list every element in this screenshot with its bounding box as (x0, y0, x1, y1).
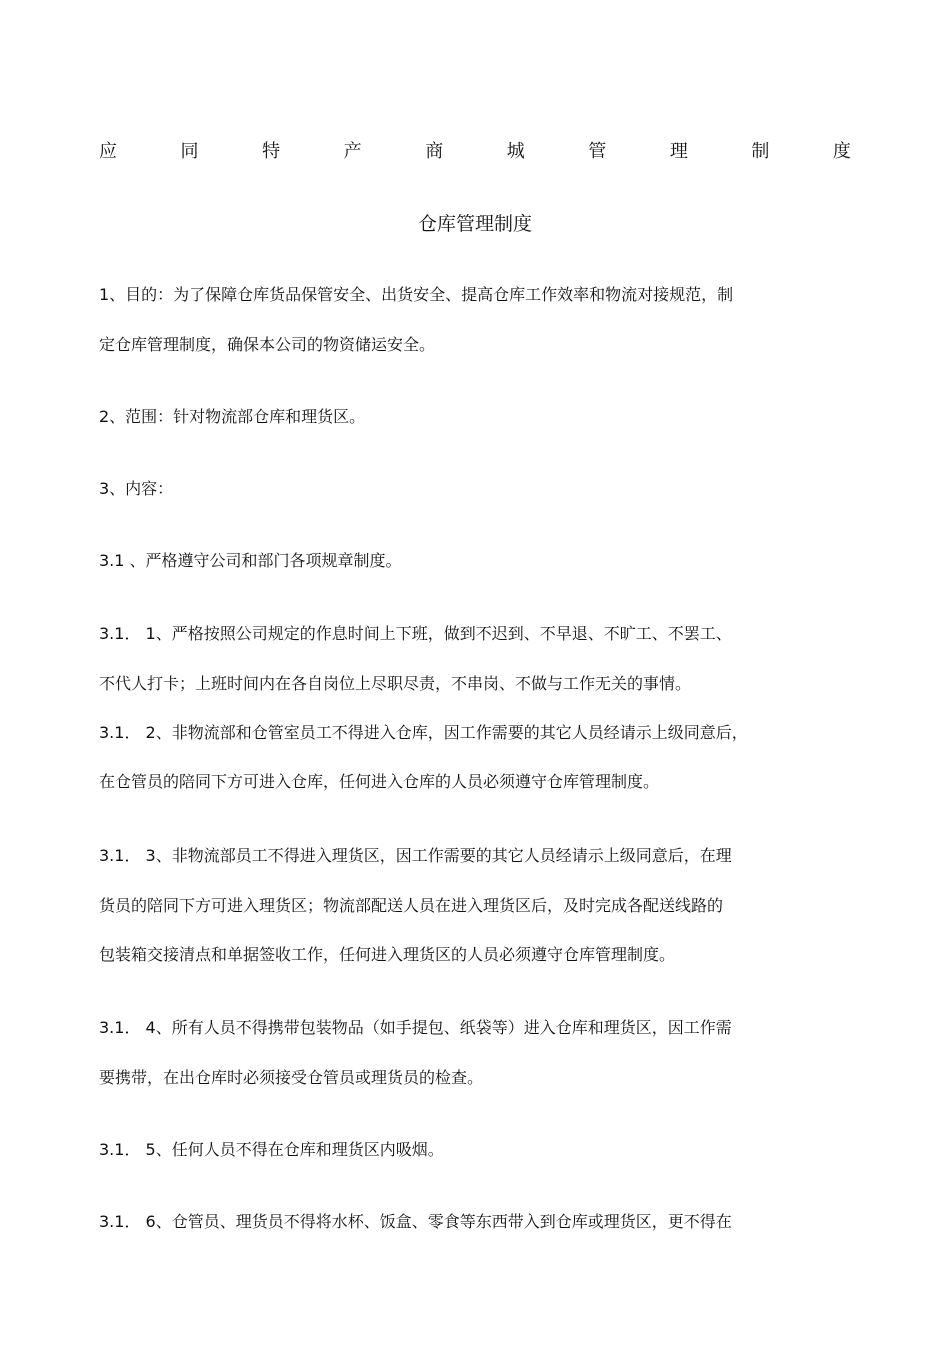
paragraph-line: 3、内容： (99, 479, 174, 498)
title-char: 商 (425, 141, 444, 162)
title-char: 制 (751, 141, 770, 162)
title-char: 管 (588, 141, 607, 162)
title-char: 理 (669, 141, 688, 162)
title-char: 城 (506, 141, 525, 162)
paragraph-line: 定仓库管理制度，确保本公司的物资储运安全。 (99, 335, 436, 354)
paragraph-line: 不代人打卡；上班时间内在各自岗位上尽职尽责，不串岗、不做与工作无关的事情。 (99, 674, 692, 693)
paragraph-line: 3.1． 5、任何人员不得在仓库和理货区内吸烟。 (99, 1140, 444, 1159)
paragraph-line: 3.1． 1、严格按照公司规定的作息时间上下班，做到不迟到、不早退、不旷工、不罢工、 (99, 624, 732, 643)
paragraph-line: 3.1． 6、仓管员、理货员不得将水杯、饭盒、零食等东西带入到仓库或理货区，更不得在 (99, 1212, 732, 1231)
title-char: 特 (262, 141, 281, 162)
title-char: 度 (832, 141, 851, 162)
paragraph-line: 3.1． 2、非物流部和仓管室员工不得进入仓库，因工作需要的其它人员经请示上级同意后， (99, 723, 748, 742)
document-subtitle: 仓库管理制度 (417, 213, 532, 235)
paragraph-line: 货员的陪同下方可进入理货区；物流部配送人员在进入理货区后，及时完成各配送线路的 (99, 896, 724, 915)
title-char: 同 (180, 141, 199, 162)
paragraph-line: 2、范围：针对物流部仓库和理货区。 (99, 407, 366, 426)
paragraph-line: 在仓管员的陪同下方可进入仓库，任何进入仓库的人员必须遵守仓库管理制度。 (99, 772, 660, 791)
paragraph-line: 3.1 、严格遵守公司和部门各项规章制度。 (99, 551, 402, 570)
paragraph-line: 3.1． 4、所有人员不得携带包装物品（如手提包、纸袋等）进入仓库和理货区，因工作需 (99, 1018, 732, 1037)
title-char: 产 (343, 141, 362, 162)
paragraph-line: 要携带，在出仓库时必须接受仓管员或理货员的检查。 (99, 1068, 484, 1087)
paragraph-line: 包装箱交接清点和单据签收工作，任何进入理货区的人员必须遵守仓库管理制度。 (99, 945, 676, 964)
paragraph-line: 1、目的：为了保障仓库货品保管安全、出货安全、提高仓库工作效率和物流对接规范，制 (99, 285, 734, 304)
document-title (99, 140, 851, 164)
title-char: 应 (99, 141, 117, 162)
paragraph-line: 3.1． 3、非物流部员工不得进入理货区，因工作需要的其它人员经请示上级同意后，在理 (99, 846, 732, 865)
